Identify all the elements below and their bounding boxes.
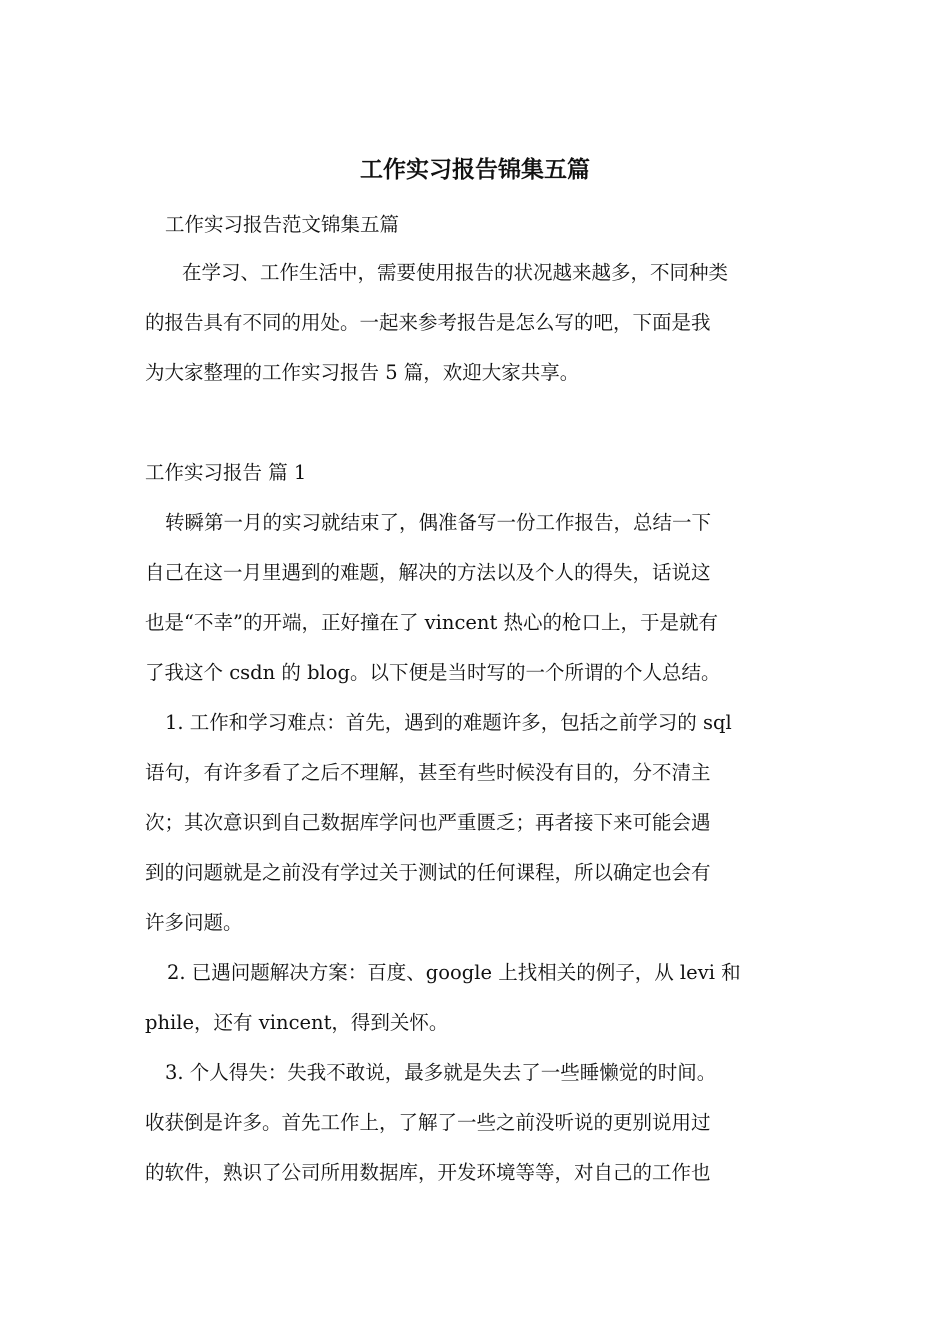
paragraph-line: 到的问题就是之前没有学过关于测试的任何课程，所以确定也会有 xyxy=(145,861,711,884)
paragraph-line: 次；其次意识到自己数据库学问也严重匮乏；再者接下来可能会遇 xyxy=(145,811,711,834)
subtitle-line: 工作实习报告范文锦集五篇 xyxy=(165,213,400,236)
paragraph-line: phile，还有 vincent，得到关怀。 xyxy=(145,1011,449,1034)
paragraph-line: 语句，有许多看了之后不理解，甚至有些时候没有目的，分不清主 xyxy=(145,761,711,784)
paragraph-line: 也是“不幸”的开端，正好撞在了 vincent 热心的枪口上，于是就有 xyxy=(145,611,719,634)
document-title: 工作实习报告锦集五篇 xyxy=(360,156,590,183)
paragraph-line: 了我这个 csdn 的 blog。以下便是当时写的一个所谓的个人总结。 xyxy=(145,661,721,684)
paragraph-line: 许多问题。 xyxy=(145,911,243,934)
paragraph-line: 收获倒是许多。首先工作上，了解了一些之前没听说的更别说用过 xyxy=(145,1111,711,1134)
paragraph-line: 转瞬第一月的实习就结束了，偶准备写一份工作报告，总结一下 xyxy=(165,511,712,534)
paragraph-line: 3. 个人得失：失我不敢说，最多就是失去了一些睡懒觉的时间。 xyxy=(165,1061,717,1084)
paragraph-line: 的软件，熟识了公司所用数据库，开发环境等等，对自己的工作也 xyxy=(145,1161,711,1184)
paragraph-line: 自己在这一月里遇到的难题，解决的方法以及个人的得失，话说这 xyxy=(145,561,711,584)
paragraph-line: 为大家整理的工作实习报告 5 篇，欢迎大家共享。 xyxy=(145,361,580,384)
paragraph-line: 在学习、工作生活中，需要使用报告的状况越来越多，不同种类 xyxy=(182,261,729,284)
paragraph-line: 2. 已遇问题解决方案：百度、google 上找相关的例子，从 levi 和 xyxy=(167,961,741,984)
paragraph-line: 1. 工作和学习难点：首先，遇到的难题许多，包括之前学习的 sql xyxy=(165,711,732,734)
section-heading: 工作实习报告 篇 1 xyxy=(145,461,307,484)
paragraph-line: 的报告具有不同的用处。一起来参考报告是怎么写的吧，下面是我 xyxy=(145,311,711,334)
